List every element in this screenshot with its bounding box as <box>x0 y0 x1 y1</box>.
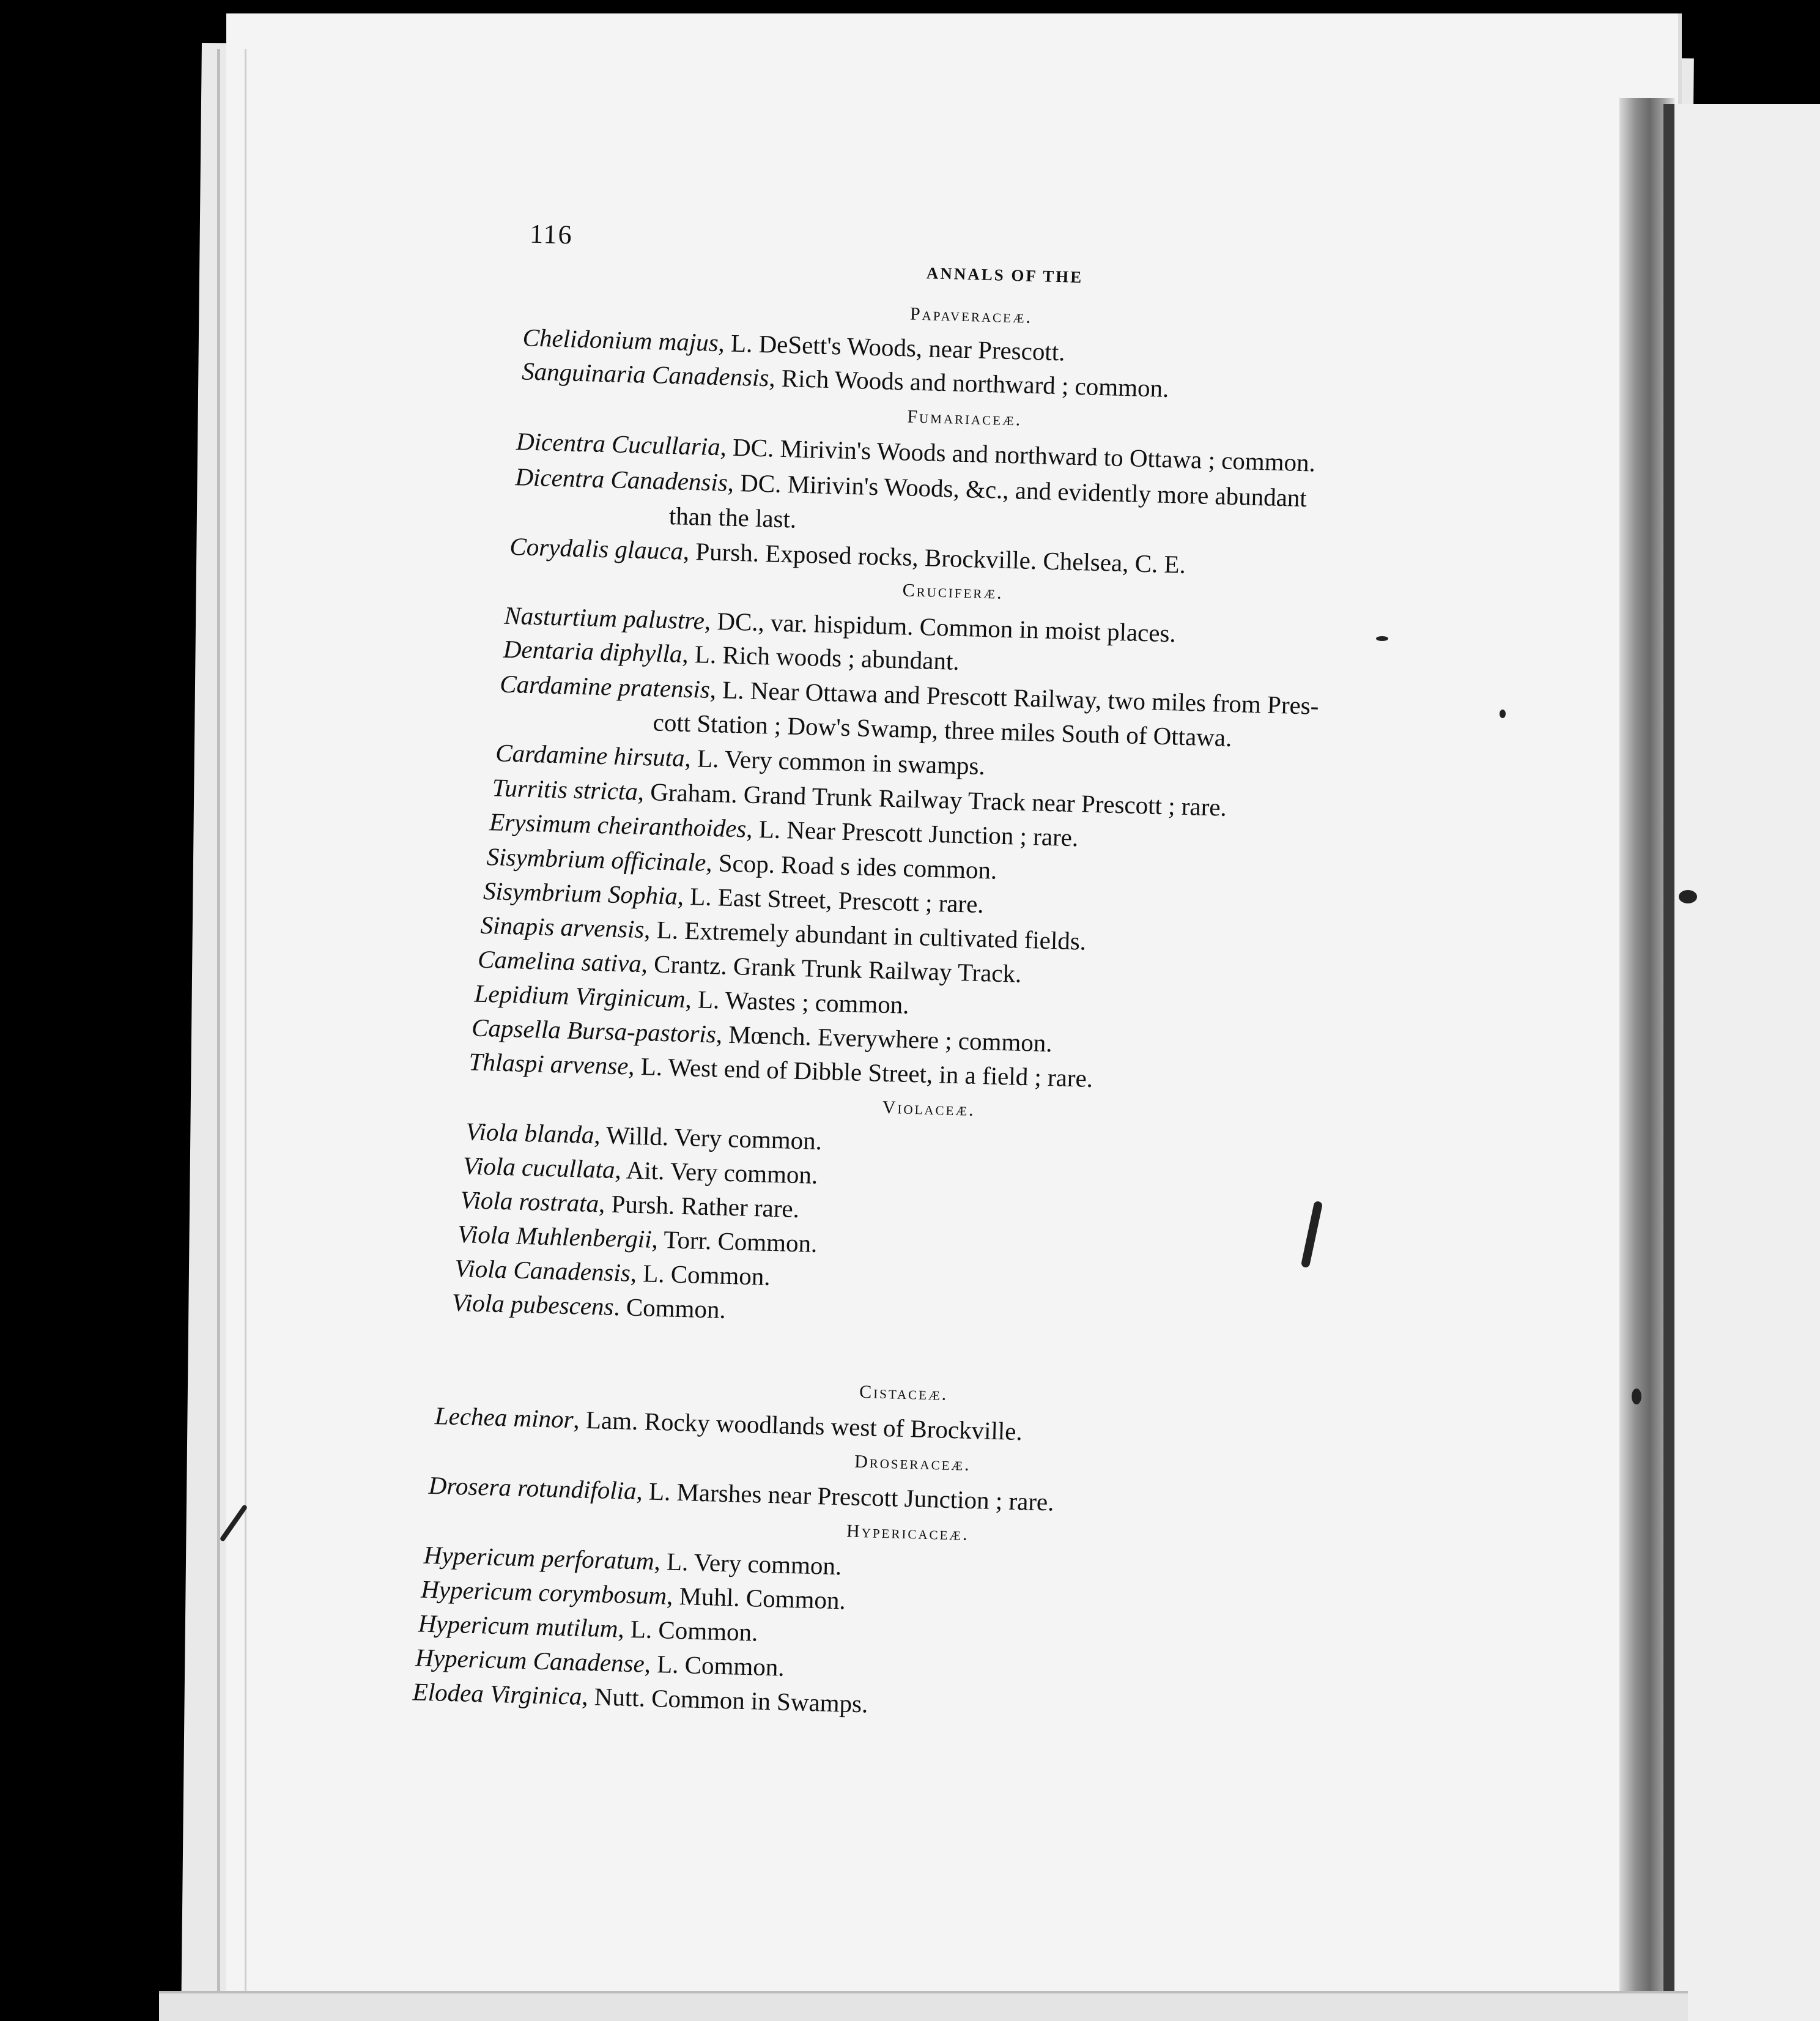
species-note: , DC. Mirivin's Woods, &c., and evidently more abundant <box>727 468 1308 513</box>
species-note: , DC. Mirivin's Woods and northward to Ottawa ; common. <box>720 432 1316 477</box>
species-note: , Torr. Common. <box>651 1225 818 1258</box>
species-name: Sinapis arvensis <box>480 910 645 944</box>
species-name: Lepidium Virginicum <box>474 979 686 1013</box>
species-entry <box>465 1119 822 1154</box>
species-note: . Common. <box>613 1292 727 1324</box>
species-name: Lechea minor <box>434 1401 574 1434</box>
species-name: Sisymbrium Sophia <box>483 876 678 910</box>
species-name: Viola Canadensis <box>454 1253 631 1287</box>
species-name: Viola blanda <box>465 1117 595 1149</box>
species-entry <box>486 844 997 883</box>
species-note: , L. Common. <box>630 1258 771 1291</box>
page-number: 116 <box>529 218 574 250</box>
species-name: Dicentra Canadensis <box>514 462 728 497</box>
species-entry <box>499 669 1320 720</box>
species-name: Sisymbrium officinale <box>486 842 706 877</box>
species-name: Thlaspi arvense <box>468 1047 629 1080</box>
species-entry <box>423 1540 842 1581</box>
species-note: , L. Wastes ; common. <box>685 984 910 1019</box>
species-name: Turritis stricta <box>492 773 638 806</box>
species-note: , L. Very common. <box>654 1546 842 1581</box>
scan-speck <box>1679 890 1697 903</box>
species-name: Dicentra Cucullaria <box>516 427 721 461</box>
species-note: , L. Very common in swamps. <box>684 743 986 781</box>
species-entry <box>522 358 1169 401</box>
species-note: , Lam. Rocky woodlands west of Brockville. <box>572 1405 1023 1446</box>
species-name: Cardamine pratensis <box>499 669 711 703</box>
section-heading: Droseraceæ. <box>854 1451 972 1475</box>
species-note: , L. Common. <box>617 1614 758 1647</box>
species-entry <box>483 878 985 917</box>
species-name: Sanguinaria Canadensis <box>521 357 770 392</box>
entry-continuation: than the last. <box>668 501 797 533</box>
species-note: , Pursh. Exposed rocks, Brockville. Chelsea, C. E. <box>682 536 1186 579</box>
species-name: Corydalis glauca <box>509 532 684 565</box>
species-entry <box>454 1253 771 1291</box>
species-note: , Willd. Very common. <box>593 1121 823 1155</box>
species-name: Dentaria diphylla <box>503 634 683 668</box>
species-entry <box>463 1153 818 1188</box>
entry-continuation: cott Station ; Dow's Swamp, three miles South of Ottawa. <box>653 708 1232 752</box>
species-entry <box>451 1290 726 1322</box>
species-name: Viola rostrata <box>459 1185 599 1218</box>
species-note: , L. DeSett's Woods, near Prescott. <box>718 328 1066 366</box>
species-note: , Rich Woods and northward ; common. <box>768 363 1169 402</box>
species-entry <box>434 1403 1023 1444</box>
species-name: Viola cucullata <box>462 1151 616 1184</box>
species-entry <box>509 534 1186 577</box>
species-note: , Ait. Very common. <box>614 1155 818 1189</box>
species-entry <box>460 1187 799 1222</box>
species-note: , L. Marshes near Prescott Junction ; rare. <box>635 1477 1055 1516</box>
scan-speck <box>1500 710 1506 718</box>
species-name: Viola Muhlenbergii <box>457 1220 653 1253</box>
species-note: , Mœnch. Everywhere ; common. <box>716 1020 1053 1058</box>
species-note: , L. Common. <box>644 1649 785 1682</box>
section-heading: Cruciferæ. <box>902 580 1004 603</box>
species-note: , L. Extremely abundant in cultivated fields. <box>643 915 1087 955</box>
species-note: , L. Near Prescott Junction ; rare. <box>745 814 1079 852</box>
species-name: Elodea Virginica <box>412 1677 583 1710</box>
species-name: Hypericum corymbosum <box>420 1574 667 1610</box>
scan-speck <box>1632 1389 1641 1404</box>
species-name: Hypericum Canadense <box>415 1643 645 1678</box>
species-entry <box>418 1611 758 1645</box>
species-entry <box>474 981 909 1018</box>
species-name: Camelina sativa <box>477 944 642 978</box>
species-note: , Scop. Road s ides common. <box>705 848 997 884</box>
species-entry <box>428 1470 1055 1516</box>
species-name: Chelidonium majus <box>522 323 719 357</box>
species-entry <box>495 740 985 779</box>
species-name: Hypericum perforatum <box>423 1540 655 1575</box>
species-name: Drosera rotundifolia <box>428 1470 637 1505</box>
species-note: , DC., var. hispidum. Common in moist places. <box>704 606 1177 648</box>
species-name: Nasturtium palustre <box>503 601 705 635</box>
species-note: , L. West end of Dibble Street, in a field ; rare. <box>627 1051 1093 1093</box>
running-head: ANNALS OF THE <box>926 264 1084 287</box>
species-note: , L. Rich woods ; abundant. <box>681 639 960 675</box>
species-name: Viola pubescens <box>451 1288 615 1321</box>
species-note: , Nutt. Common in Swamps. <box>581 1682 868 1718</box>
species-entry <box>457 1222 817 1256</box>
species-entry <box>415 1645 785 1680</box>
section-heading: Cistaceæ. <box>859 1381 949 1404</box>
species-note: , L. Near Ottawa and Prescott Railway, two miles from Pres- <box>709 675 1320 720</box>
section-heading: Papaveraceæ. <box>909 303 1033 327</box>
species-note: , Graham. Grand Trunk Railway Track near Prescott ; rare. <box>637 777 1227 821</box>
species-note: , L. East Street, Prescott ; rare. <box>677 881 985 919</box>
species-entry <box>412 1679 868 1716</box>
species-note: , Crantz. Grank Trunk Railway Track. <box>641 949 1022 988</box>
scan-speck <box>1376 636 1388 641</box>
species-entry <box>420 1574 846 1615</box>
section-heading: Hypericaceæ. <box>846 1521 970 1544</box>
species-name: Cardamine hirsuta <box>495 738 686 772</box>
species-name: Hypericum mutilum <box>418 1609 619 1643</box>
species-entry <box>477 944 1022 988</box>
species-entry <box>503 634 960 675</box>
section-heading: Fumariaceæ. <box>907 406 1023 430</box>
species-name: Erysimum cheiranthoides <box>489 807 747 843</box>
species-note: , Pursh. Rather rare. <box>598 1189 800 1223</box>
section-heading: Violaceæ. <box>882 1097 976 1120</box>
species-name: Capsella Bursa-pastoris <box>471 1013 717 1048</box>
species-note: , Muhl. Common. <box>666 1581 846 1615</box>
